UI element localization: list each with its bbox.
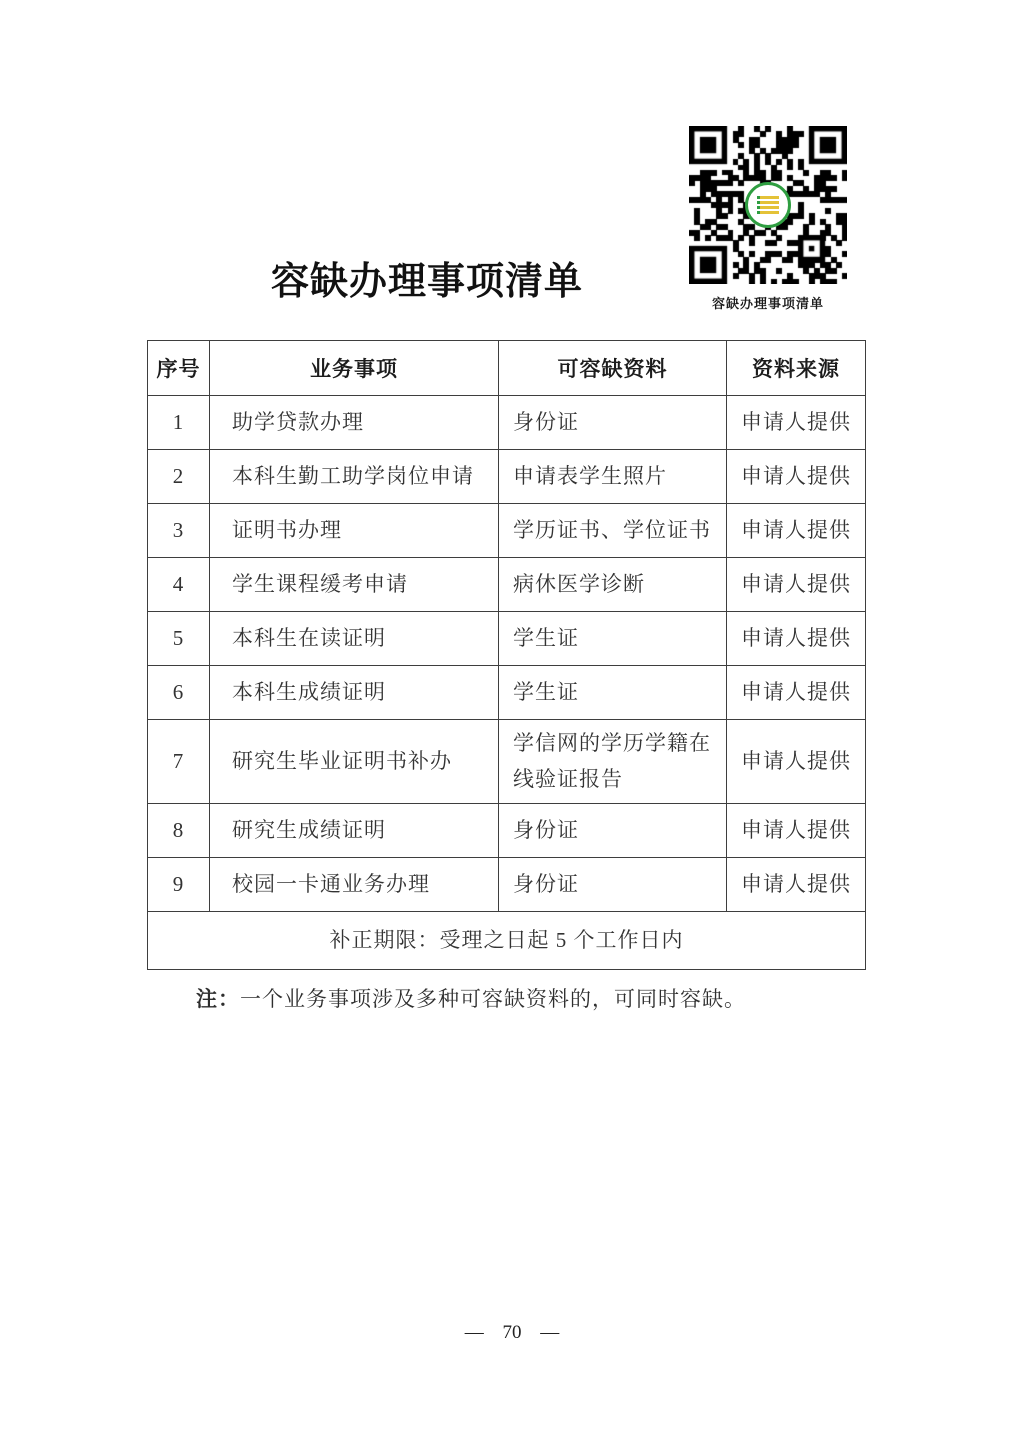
business-item-cell: 助学贷款办理 <box>210 396 499 450</box>
table-body <box>148 396 866 912</box>
business-item-cell: 本科生成绩证明 <box>210 666 499 720</box>
header-item: 业务事项 <box>210 341 499 396</box>
source-cell: 申请人提供 <box>727 720 866 804</box>
materials-cell: 身份证 <box>499 396 727 450</box>
row-number-cell: 2 <box>148 450 210 504</box>
row-number-cell: 6 <box>148 666 210 720</box>
table-row <box>148 720 866 804</box>
materials-cell: 病休医学诊断 <box>499 558 727 612</box>
table-row <box>148 558 866 612</box>
row-number-cell: 8 <box>148 804 210 858</box>
source-cell: 申请人提供 <box>727 666 866 720</box>
table-header-row <box>148 341 866 396</box>
business-item-cell: 证明书办理 <box>210 504 499 558</box>
business-item-cell: 研究生成绩证明 <box>210 804 499 858</box>
table-header <box>148 341 866 396</box>
table-footer-row <box>148 912 866 970</box>
table-row <box>148 450 866 504</box>
page-number: — 70 — <box>464 1322 560 1343</box>
row-number-cell: 7 <box>148 720 210 804</box>
correction-deadline: 补正期限：受理之日起 5 个工作日内 <box>148 912 866 970</box>
row-number-cell: 3 <box>148 504 210 558</box>
row-number-cell: 4 <box>148 558 210 612</box>
note-text: 一个业务事项涉及多种可容缺资料的，可同时容缺。 <box>240 987 746 1011</box>
note-label: 注： <box>196 988 240 1011</box>
table-row <box>148 612 866 666</box>
materials-cell: 学生证 <box>499 666 727 720</box>
row-number-cell: 5 <box>148 612 210 666</box>
materials-cell: 学生证 <box>499 612 727 666</box>
qr-caption: 容缺办理事项清单 <box>711 296 824 311</box>
business-item-cell: 本科生勤工助学岗位申请 <box>210 450 499 504</box>
table-row <box>148 858 866 912</box>
source-cell: 申请人提供 <box>727 804 866 858</box>
business-item-cell: 校园一卡通业务办理 <box>210 858 499 912</box>
table-footer <box>148 912 866 970</box>
missing-items-table <box>147 340 866 970</box>
row-number-cell: 9 <box>148 858 210 912</box>
qr-block <box>686 126 850 312</box>
materials-cell: 身份证 <box>499 804 727 858</box>
page-title: 容缺办理事项清单 <box>270 261 583 303</box>
table-row <box>148 666 866 720</box>
header-materials: 可容缺资料 <box>499 341 727 396</box>
business-item-cell: 研究生毕业证明书补办 <box>210 720 499 804</box>
business-item-cell: 学生课程缓考申请 <box>210 558 499 612</box>
table-row <box>148 396 866 450</box>
source-cell: 申请人提供 <box>727 558 866 612</box>
materials-cell: 身份证 <box>499 858 727 912</box>
source-cell: 申请人提供 <box>727 504 866 558</box>
qr-center-logo-icon <box>745 182 791 228</box>
materials-cell: 申请表学生照片 <box>499 450 727 504</box>
book-logo-icon <box>757 194 779 216</box>
source-cell: 申请人提供 <box>727 450 866 504</box>
materials-cell: 学信网的学历学籍在线验证报告 <box>499 720 727 804</box>
materials-cell: 学历证书、学位证书 <box>499 504 727 558</box>
source-cell: 申请人提供 <box>727 612 866 666</box>
table-row <box>148 804 866 858</box>
header-source: 资料来源 <box>727 341 866 396</box>
business-item-cell: 本科生在读证明 <box>210 612 499 666</box>
header-no: 序号 <box>148 341 210 396</box>
row-number-cell: 1 <box>148 396 210 450</box>
table-row <box>148 504 866 558</box>
note <box>196 983 746 1013</box>
source-cell: 申请人提供 <box>727 858 866 912</box>
source-cell: 申请人提供 <box>727 396 866 450</box>
